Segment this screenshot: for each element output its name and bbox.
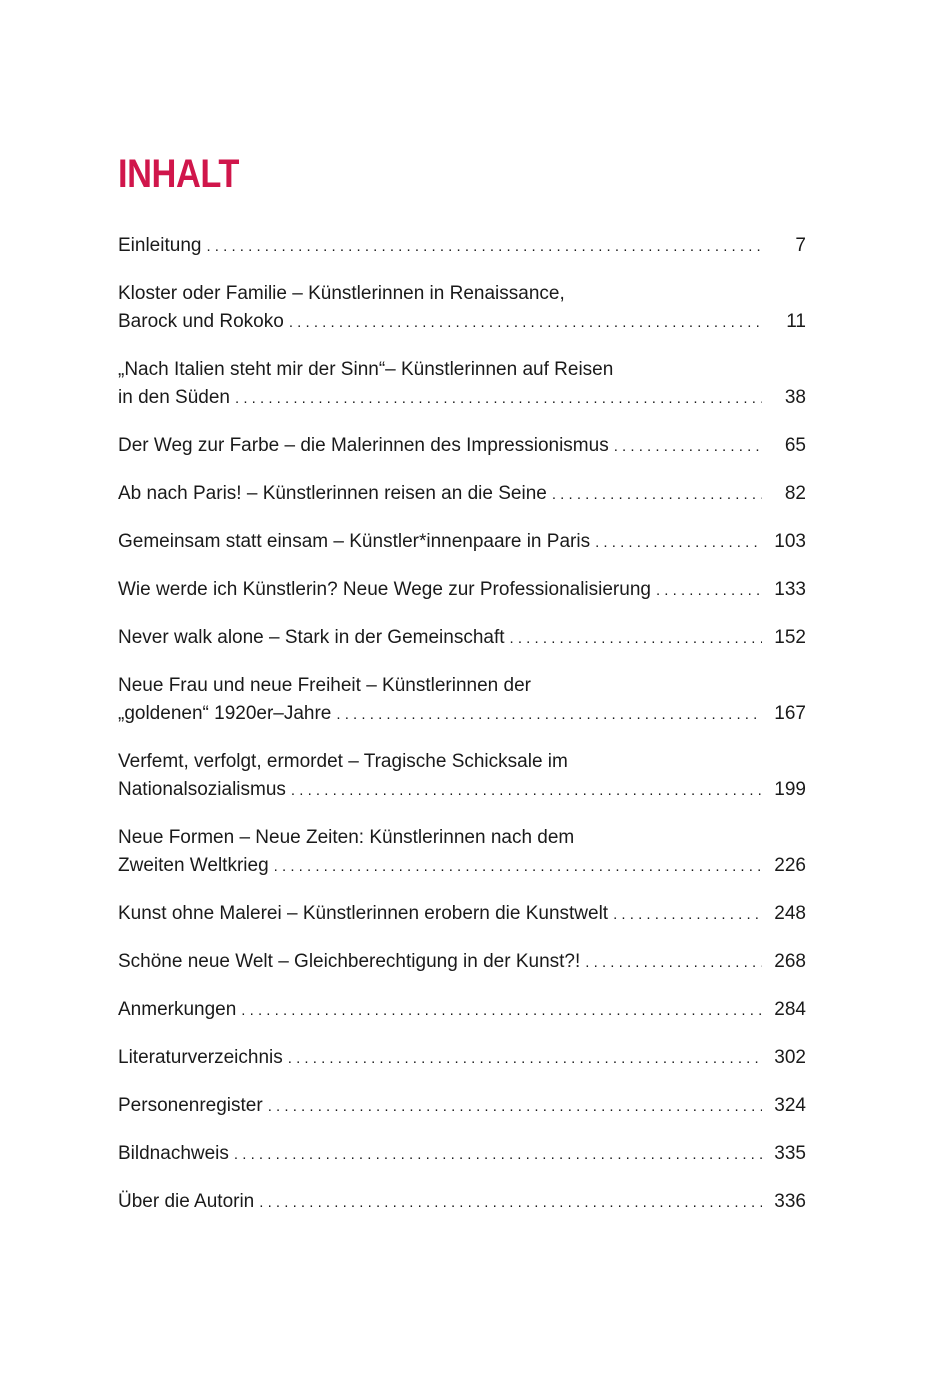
toc-page-number: 133: [774, 579, 806, 600]
toc-page-number: 152: [774, 627, 806, 648]
toc-entry-row: [118, 1188, 806, 1217]
toc-entry-title: Über die Autorin: [118, 1191, 255, 1212]
toc-entry-row: [118, 776, 806, 805]
toc-entry-row: [118, 624, 806, 653]
toc-page-number: 248: [774, 903, 806, 924]
dot-leader: [291, 777, 762, 805]
toc-entry-row: [118, 700, 806, 729]
toc-entry: [118, 672, 806, 729]
toc-page-number: 335: [774, 1143, 806, 1164]
toc-entry-title: Wie werde ich Künstlerin? Neue Wege zur Professionalisierung: [118, 579, 651, 600]
dot-leader: [288, 1045, 762, 1073]
toc-entry-row: [118, 1092, 806, 1121]
dot-leader: [234, 1141, 762, 1169]
toc-entry-title: Personenregister: [118, 1095, 263, 1116]
toc-entry-title: Schöne neue Welt – Gleichberechtigung in der Kunst?!: [118, 951, 581, 972]
toc-entry: [118, 624, 806, 653]
toc-entry: [118, 1044, 806, 1073]
toc-entry: [118, 528, 806, 557]
page-title: INHALT: [118, 152, 239, 196]
toc-entry: [118, 1188, 806, 1217]
toc-entry-row: [118, 528, 806, 557]
dot-leader: [552, 481, 762, 509]
toc-entry-row: [118, 948, 806, 977]
table-of-contents: [118, 232, 806, 1236]
dot-leader: [259, 1189, 762, 1217]
toc-page-number: 82: [784, 483, 806, 504]
toc-entry-row: [118, 996, 806, 1025]
toc-entry-title: Never walk alone – Stark in der Gemeinschaft: [118, 627, 505, 648]
toc-entry-title: Bildnachweis: [118, 1143, 229, 1164]
toc-entry-row: [118, 232, 806, 261]
toc-entry-row: [118, 852, 806, 881]
toc-page-number: 226: [774, 855, 806, 876]
toc-page-number: 38: [784, 387, 806, 408]
toc-entry-row: [118, 1044, 806, 1073]
dot-leader: [613, 901, 762, 929]
toc-entry-title: Barock und Rokoko: [118, 311, 284, 332]
toc-entry-title: Gemeinsam statt einsam – Künstler*innenpaare in Paris: [118, 531, 591, 552]
toc-entry-row: [118, 384, 806, 413]
toc-entry: [118, 480, 806, 509]
toc-entry-title-line: Kloster oder Familie – Künstlerinnen in Renaissance,: [118, 283, 565, 304]
dot-leader: [585, 949, 762, 977]
toc-entry-title-line: „Nach Italien steht mir der Sinn“– Künstlerinnen auf Reisen: [118, 359, 614, 380]
toc-entry-row: [118, 576, 806, 605]
dot-leader: [235, 385, 762, 413]
toc-entry-title-line: Verfemt, verfolgt, ermordet – Tragische Schicksale im: [118, 751, 568, 772]
toc-entry: [118, 432, 806, 461]
toc-entry-row: [118, 480, 806, 509]
toc-entry-row: [118, 432, 806, 461]
toc-page-number: 324: [774, 1095, 806, 1116]
toc-entry: [118, 232, 806, 261]
toc-entry-row: [118, 308, 806, 337]
toc-entry-title: Der Weg zur Farbe – die Malerinnen des Impressionismus: [118, 435, 609, 456]
toc-page-number: 11: [786, 311, 806, 332]
dot-leader: [656, 577, 762, 605]
toc-entry: [118, 900, 806, 929]
toc-page-number: 336: [774, 1191, 806, 1212]
toc-page-number: 7: [795, 235, 806, 256]
toc-page-number: 167: [774, 703, 806, 724]
toc-entry-title: Anmerkungen: [118, 999, 237, 1020]
dot-leader: [206, 233, 762, 261]
toc-entry-title: Nationalsozialismus: [118, 779, 286, 800]
dot-leader: [510, 625, 762, 653]
dot-leader: [241, 997, 762, 1025]
toc-entry-title-line: Neue Formen – Neue Zeiten: Künstlerinnen nach dem: [118, 827, 575, 848]
toc-page-number: 103: [774, 531, 806, 552]
dot-leader: [614, 433, 762, 461]
dot-leader: [289, 309, 762, 337]
toc-page-number: 199: [774, 779, 806, 800]
toc-entry-title-line: Neue Frau und neue Freiheit – Künstlerinnen der: [118, 675, 531, 696]
toc-entry: [118, 996, 806, 1025]
toc-page-number: 284: [774, 999, 806, 1020]
toc-entry-title: Literaturverzeichnis: [118, 1047, 283, 1068]
toc-entry-title: Ab nach Paris! – Künstlerinnen reisen an die Seine: [118, 483, 547, 504]
toc-entry-title: Einleitung: [118, 235, 202, 256]
dot-leader: [595, 529, 762, 557]
toc-entry: [118, 356, 806, 413]
toc-page-number: 268: [774, 951, 806, 972]
toc-entry-title: Zweiten Weltkrieg: [118, 855, 269, 876]
toc-entry: [118, 1140, 806, 1169]
toc-entry: [118, 1092, 806, 1121]
toc-entry-row: [118, 900, 806, 929]
toc-entry: [118, 280, 806, 337]
toc-entry: [118, 748, 806, 805]
dot-leader: [274, 853, 762, 881]
toc-page-number: 65: [784, 435, 806, 456]
toc-entry-title: in den Süden: [118, 387, 230, 408]
toc-entry-row: [118, 1140, 806, 1169]
dot-leader: [268, 1093, 762, 1121]
toc-entry: [118, 576, 806, 605]
dot-leader: [336, 701, 762, 729]
toc-entry: [118, 948, 806, 977]
toc-entry-title: „goldenen“ 1920er–Jahre: [118, 703, 332, 724]
toc-entry-title: Kunst ohne Malerei – Künstlerinnen erobern die Kunstwelt: [118, 903, 609, 924]
toc-entry: [118, 824, 806, 881]
toc-page-number: 302: [774, 1047, 806, 1068]
